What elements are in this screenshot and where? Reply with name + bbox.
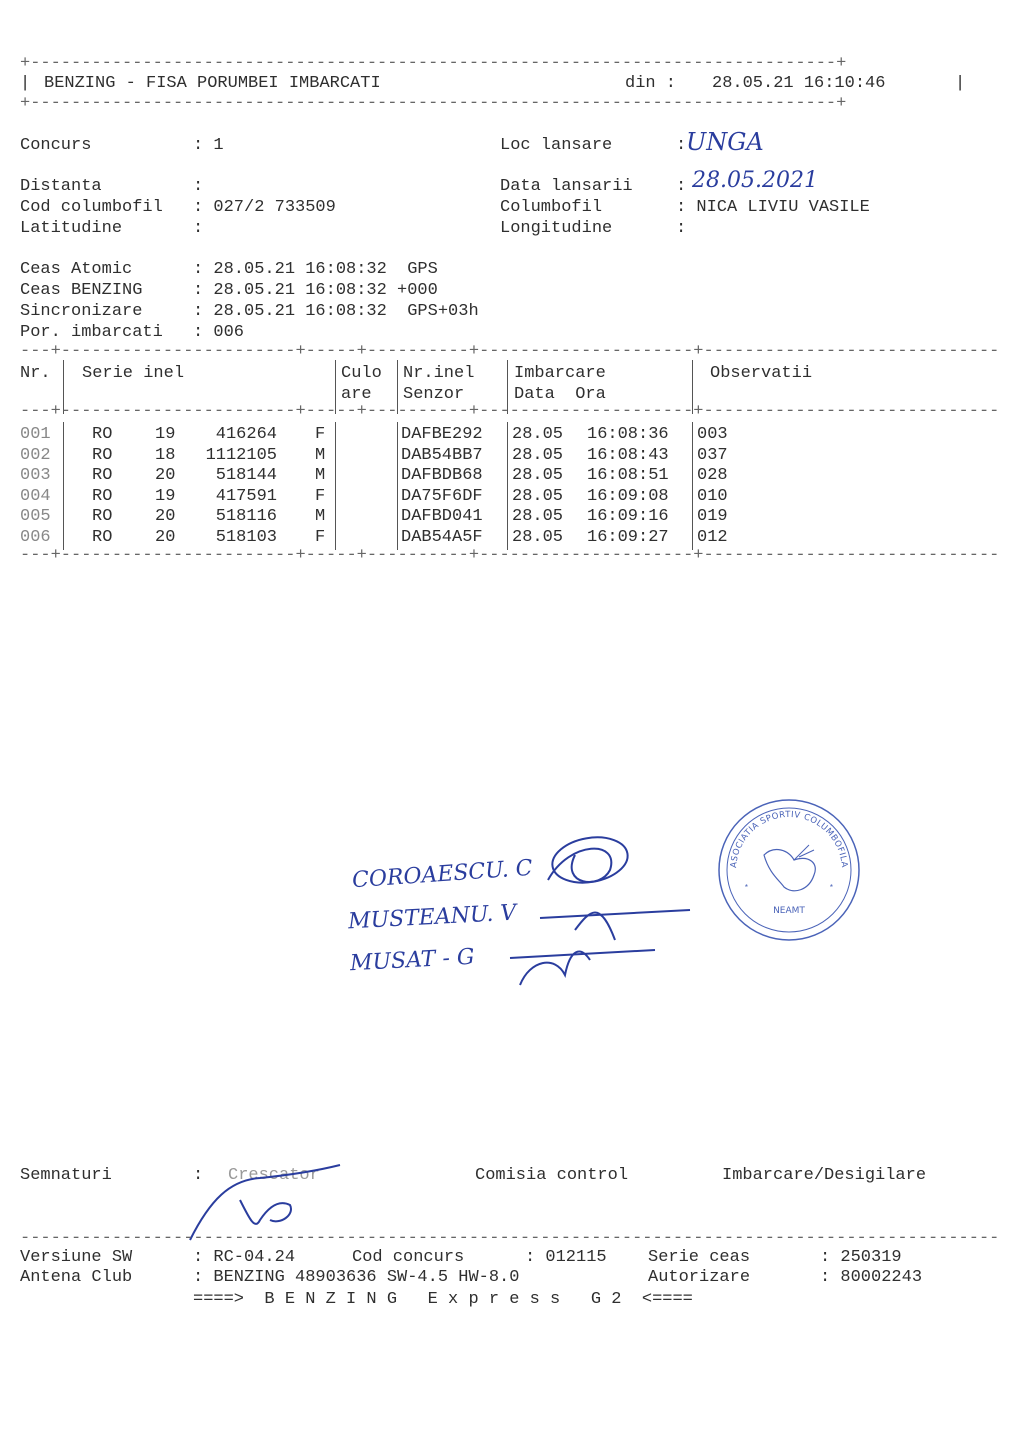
cell-nr: 001 [20,425,51,444]
ceas-atomic-value: : 28.05.21 16:08:32 GPS [193,260,438,279]
cell-sex: M [315,466,326,485]
cell-nr: 003 [20,466,51,485]
col-header-culoare-1: Culo [341,364,382,383]
cell-year: 20 [155,507,176,526]
col-header-nrinel-2: Senzor [403,385,465,404]
longitudine-value: : [676,219,687,238]
antena-club-value: : BENZING 48903636 SW-4.5 HW-8.0 [193,1268,520,1287]
col-header-imbarcare-2: Data Ora [514,385,606,404]
cell-date: 28.05 [512,507,564,526]
longitudine-label: Longitudine [500,219,613,238]
data-lansarii-handwritten: 28.05.2021 [692,168,818,193]
cell-observatii: 028 [697,466,728,485]
cell-date: 28.05 [512,445,564,465]
footer-separator: ------------------------------------------------------------------------------------------------ [20,1229,1000,1248]
cell-ring-number: 518116 [215,507,277,526]
columbofil-label: Columbofil [500,198,603,217]
col-header-nrinel-1: Nr.inel [403,364,475,383]
cell-observatii: 010 [697,486,728,506]
cell-country: RO [92,507,113,526]
por-imbarcati-label: Por. imbarcati [20,323,163,342]
cell-ring-number: 416264 [215,425,277,444]
cell-observatii: 012 [697,527,728,547]
ceas-benzing-label: Ceas BENZING [20,281,143,300]
cell-time: 16:08:43 [587,445,669,465]
cell-sensor: DAFBE292 [401,425,483,444]
header-right-bar: | [955,74,966,93]
cell-time: 16:09:16 [587,507,669,526]
cell-ring-number: 518144 [215,466,277,485]
data-lansarii-label: Data lansarii [500,177,633,196]
cell-year: 19 [155,486,176,506]
cell-country: RO [92,527,113,547]
cell-year: 19 [155,425,176,444]
cell-observatii: 003 [697,425,728,444]
benzing-express-banner: ====> B E N Z I N G E x p r e s s G 2 <==== [193,1290,693,1309]
cell-ring-number: 518103 [215,527,277,547]
cell-date: 28.05 [512,425,564,444]
header-bottom-border: +-------------------------------------------------------------------------------+ [20,94,847,113]
stamp-text: ASOCIATIA SPORTIV COLUMBOFILA [728,809,850,869]
cell-country: RO [92,486,113,506]
cell-time: 16:08:51 [587,466,669,485]
header-date-label: din : [625,74,677,93]
svg-text:*: * [829,884,834,893]
latitudine-value: : [193,219,204,238]
concurs-label: Concurs [20,136,92,155]
serie-ceas-value: : 250319 [820,1248,902,1267]
cell-sensor: DAFBDB68 [401,466,483,485]
crescator-label: Crescator [228,1166,320,1185]
header-left-bar: | [20,74,31,93]
cell-sex: F [315,527,326,547]
ceas-benzing-value: : 28.05.21 16:08:32 +000 [193,281,438,300]
header-top-border: +-------------------------------------------------------------------------------+ [20,54,847,73]
loc-lansare-colon: : [676,136,687,155]
signature-1: COROAESCU. C [351,855,534,894]
cod-columbofil-value: : 027/2 733509 [193,198,336,217]
versiune-sw-label: Versiune SW [20,1248,133,1267]
col-header-culoare-2: are [341,385,372,404]
cell-ring-number: 417591 [215,486,277,506]
antena-club-label: Antena Club [20,1268,133,1287]
cell-time: 16:09:08 [587,486,669,506]
cell-nr: 002 [20,445,51,465]
table-bottom-border: ---+-----------------------+-----+----------+---------------------+----------------------------- [20,546,1000,565]
concurs-value: : 1 [193,136,224,155]
cell-sensor: DAFBD041 [401,507,483,526]
col-header-imbarcare-1: Imbarcare [514,364,606,383]
versiune-sw-value: : RC-04.24 [193,1248,296,1267]
cell-sex: M [315,507,326,526]
cell-nr: 004 [20,486,51,506]
cell-country: RO [92,466,113,485]
page-title: BENZING - FISA PORUMBEI IMBARCATI [44,74,381,93]
cell-date: 28.05 [512,466,564,485]
comisia-control-label: Comisia control [475,1166,629,1185]
cell-observatii: 019 [697,507,728,526]
ceas-atomic-label: Ceas Atomic [20,260,133,279]
col-header-observatii: Observatii [710,364,813,383]
columbofil-value: : NICA LIVIU VASILE [676,198,870,217]
cell-country: RO [92,425,113,444]
sincronizare-label: Sincronizare [20,302,143,321]
autorizare-value: : 80002243 [820,1268,923,1287]
distanta-value: : [193,177,204,196]
cell-time: 16:08:36 [587,425,669,444]
cell-sex: F [315,486,326,506]
cell-date: 28.05 [512,527,564,547]
signature-2: MUSTEANU. V [347,900,517,935]
cell-year: 20 [155,527,176,547]
svg-text:ASOCIATIA SPORTIV COLUMBOFILA [729,810,849,868]
cell-nr: 005 [20,507,51,526]
cell-sensor: DAB54A5F [401,527,483,547]
loc-lansare-handwritten: UNGA [686,128,764,156]
stamp-city: NEAMT [773,906,805,916]
table-header-separator: ---+-----------------------+-----+----------+---------------------+----------------------------- [20,402,1000,421]
cell-country: RO [92,445,113,465]
col-header-nr: Nr. [20,364,51,383]
latitudine-label: Latitudine [20,219,123,238]
loc-lansare-label: Loc lansare [500,136,613,155]
cell-ring-number: 1112105 [205,445,277,465]
imbarcare-desigilare-label: Imbarcare/Desigilare [722,1166,927,1185]
cod-concurs-label: Cod concurs [352,1248,465,1267]
por-imbarcati-value: : 006 [193,323,245,342]
club-stamp [714,795,864,945]
cell-sex: M [315,445,326,465]
cell-time: 16:09:27 [587,527,669,547]
cell-year: 20 [155,466,176,485]
cod-concurs-value: : 012115 [525,1248,607,1267]
cod-columbofil-label: Cod columbofil [20,198,163,217]
cell-sensor: DA75F6DF [401,486,483,506]
table-top-border: ---+-----------------------+-----+----------+---------------------+----------------------------- [20,342,1000,361]
signature-3: MUSAT - G [349,944,476,977]
semnaturi-label: Semnaturi [20,1166,112,1185]
col-header-serie: Serie inel [82,364,185,383]
cell-observatii: 037 [697,445,728,465]
semnaturi-colon: : [193,1166,204,1185]
data-lansarii-colon: : [676,177,687,196]
sincronizare-value: : 28.05.21 16:08:32 GPS+03h [193,302,479,321]
cell-date: 28.05 [512,486,564,506]
header-date-value: 28.05.21 16:10:46 [712,74,886,93]
autorizare-label: Autorizare [648,1268,751,1287]
cell-sex: F [315,425,326,444]
cell-sensor: DAB54BB7 [401,445,483,465]
svg-text:*: * [744,884,749,893]
cell-year: 18 [155,445,176,465]
distanta-label: Distanta [20,177,102,196]
cell-nr: 006 [20,527,51,547]
serie-ceas-label: Serie ceas [648,1248,751,1267]
